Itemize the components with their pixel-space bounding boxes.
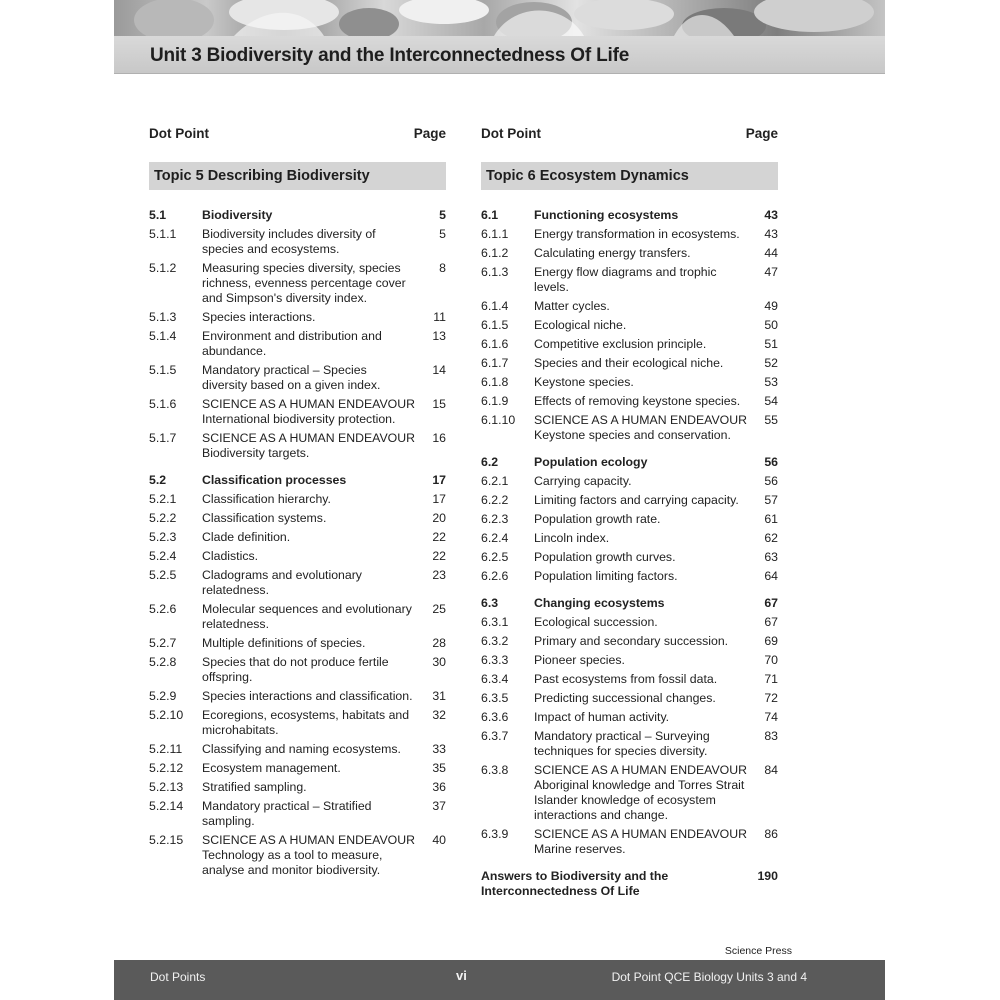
dot-point-text: Mandatory practical – Surveying techniques for species diversity. bbox=[534, 729, 710, 758]
footer-series: Dot Points bbox=[150, 970, 206, 984]
toc-entry[interactable] bbox=[481, 827, 778, 857]
dot-point-number: 6.1.4 bbox=[481, 299, 509, 313]
toc-entry[interactable] bbox=[481, 729, 778, 759]
dot-point-text: Measuring species diversity, species richness, evenness percentage cover and Simpson's diversity index. bbox=[202, 261, 406, 305]
dot-point-number: 5.1.1 bbox=[149, 227, 177, 241]
dot-point-number: 5.2.14 bbox=[149, 799, 184, 813]
dot-point-number: 6.1.3 bbox=[481, 265, 509, 279]
dot-point-number: 5.2.12 bbox=[149, 761, 184, 775]
dot-point-number: 6.3.7 bbox=[481, 729, 509, 743]
dot-point-number: 6.2 bbox=[481, 455, 499, 469]
dot-point-number: 6.2.4 bbox=[481, 531, 509, 545]
dot-point-number: 5.2.13 bbox=[149, 780, 184, 794]
dot-point-label: Dot Point bbox=[149, 126, 209, 141]
page-number-ref: 61 bbox=[764, 512, 778, 526]
page-number-ref: 11 bbox=[433, 310, 446, 324]
dot-point-text: Classification hierarchy. bbox=[202, 492, 331, 506]
toc-entry[interactable] bbox=[481, 691, 778, 706]
dot-point-text: Calculating energy transfers. bbox=[534, 246, 691, 260]
dot-point-text: Population ecology bbox=[534, 455, 648, 469]
page-number-ref: 55 bbox=[764, 413, 778, 427]
toc-entry[interactable] bbox=[481, 337, 778, 352]
dot-point-text: Past ecosystems from fossil data. bbox=[534, 672, 718, 686]
dot-point-text: SCIENCE AS A HUMAN ENDEAVOUR Marine reserves. bbox=[534, 827, 747, 856]
dot-point-text: Lincoln index. bbox=[534, 531, 610, 545]
dot-point-text: Species interactions and classification. bbox=[202, 689, 413, 703]
page-number-ref: 28 bbox=[432, 636, 446, 650]
toc-entry[interactable] bbox=[149, 602, 446, 632]
dot-point-number: 6.1.10 bbox=[481, 413, 516, 427]
toc-entry[interactable] bbox=[149, 329, 446, 359]
toc-entry[interactable] bbox=[481, 318, 778, 333]
toc-entries bbox=[481, 208, 778, 857]
page-number-ref: 40 bbox=[432, 833, 446, 847]
page-number-ref: 16 bbox=[432, 431, 446, 445]
toc-entry[interactable] bbox=[149, 636, 446, 651]
toc-entry[interactable] bbox=[481, 246, 778, 261]
toc-entry[interactable] bbox=[481, 299, 778, 314]
toc-entry[interactable] bbox=[149, 742, 446, 757]
dot-point-number: 5.1.2 bbox=[149, 261, 177, 275]
toc-entry[interactable] bbox=[149, 431, 446, 461]
dot-point-text: Energy transformation in ecosystems. bbox=[534, 227, 740, 241]
dot-point-number: 6.2.6 bbox=[481, 569, 509, 583]
dot-point-number: 5.2.8 bbox=[149, 655, 177, 669]
page-number-ref: 83 bbox=[764, 729, 778, 743]
dot-point-number: 6.1.9 bbox=[481, 394, 509, 408]
toc-section-heading[interactable] bbox=[481, 208, 778, 223]
dot-point-number: 5.2.3 bbox=[149, 530, 177, 544]
toc-entry[interactable] bbox=[481, 569, 778, 584]
dot-point-text: SCIENCE AS A HUMAN ENDEAVOUR International biodiversity protection. bbox=[202, 397, 415, 426]
toc-entry[interactable] bbox=[149, 780, 446, 795]
dot-point-number: 5.2.9 bbox=[149, 689, 177, 703]
dot-point-text: Ecological niche. bbox=[534, 318, 627, 332]
page-number-ref: 37 bbox=[432, 799, 446, 813]
dot-point-number: 5.1.6 bbox=[149, 397, 177, 411]
dot-point-text: Environment and distribution and abundance. bbox=[202, 329, 382, 358]
dot-point-text: Pioneer species. bbox=[534, 653, 625, 667]
dot-point-number: 5.2.11 bbox=[149, 742, 183, 756]
page-number-ref: 50 bbox=[764, 318, 778, 332]
page-number-ref: 51 bbox=[764, 337, 778, 351]
topic-heading: Topic 6 Ecosystem Dynamics bbox=[481, 162, 778, 190]
toc-entry[interactable] bbox=[149, 310, 446, 325]
dot-point-text: Classification processes bbox=[202, 473, 347, 487]
toc-entry[interactable] bbox=[481, 474, 778, 489]
toc-column-right bbox=[481, 126, 778, 903]
toc-entry[interactable] bbox=[149, 397, 446, 427]
page-number-ref: 43 bbox=[764, 227, 778, 241]
unit-header bbox=[114, 36, 885, 74]
dot-point-text: Predicting successional changes. bbox=[534, 691, 716, 705]
page-number-ref: 36 bbox=[432, 780, 446, 794]
page-number-ref: 8 bbox=[439, 261, 446, 275]
toc-column-left bbox=[149, 126, 446, 882]
page-number-ref: 5 bbox=[439, 227, 446, 241]
answers-text: Answers to Biodiversity and the Interconnectedness Of Life bbox=[481, 869, 669, 898]
dot-point-number: 5.2.15 bbox=[149, 833, 184, 847]
page-number-ref: 22 bbox=[432, 549, 446, 563]
toc-section-heading[interactable] bbox=[481, 455, 778, 470]
toc-section-heading[interactable] bbox=[149, 208, 446, 223]
page-number-ref: 53 bbox=[764, 375, 778, 389]
page-number-ref: 22 bbox=[432, 530, 446, 544]
dot-point-number: 6.2.1 bbox=[481, 474, 509, 488]
page-number-ref: 20 bbox=[432, 511, 446, 525]
page-number: vi bbox=[456, 968, 467, 983]
toc-entry[interactable] bbox=[481, 265, 778, 295]
dot-point-number: 6.1.7 bbox=[481, 356, 509, 370]
page-number-ref: 35 bbox=[432, 761, 446, 775]
toc-entry[interactable] bbox=[481, 550, 778, 565]
answers-entry[interactable] bbox=[481, 869, 778, 899]
page-label: Page bbox=[413, 126, 446, 141]
dot-point-number: 6.3.6 bbox=[481, 710, 509, 724]
dot-point-number: 6.3.1 bbox=[481, 615, 509, 629]
dot-point-text: SCIENCE AS A HUMAN ENDEAVOUR Biodiversity targets. bbox=[202, 431, 415, 460]
dot-point-number: 6.1.6 bbox=[481, 337, 509, 351]
toc-entry[interactable] bbox=[481, 531, 778, 546]
toc-entry[interactable] bbox=[149, 708, 446, 738]
page-number-ref: 43 bbox=[764, 208, 778, 222]
dot-point-label: Dot Point bbox=[481, 126, 541, 141]
page-number-ref: 25 bbox=[432, 602, 446, 616]
dot-point-text: Classification systems. bbox=[202, 511, 327, 525]
dot-point-text: Species that do not produce fertile offspring. bbox=[202, 655, 389, 684]
toc-entry[interactable] bbox=[149, 568, 446, 598]
dot-point-number: 6.3.3 bbox=[481, 653, 509, 667]
dot-point-text: Population limiting factors. bbox=[534, 569, 678, 583]
dot-point-number: 5.2.4 bbox=[149, 549, 177, 563]
dot-point-text: Primary and secondary succession. bbox=[534, 634, 729, 648]
toc-entry[interactable] bbox=[149, 363, 446, 393]
page-number-ref: 47 bbox=[764, 265, 778, 279]
page-number-ref: 67 bbox=[764, 596, 778, 610]
page-number-ref: 70 bbox=[764, 653, 778, 667]
page-number-ref: 15 bbox=[432, 397, 446, 411]
dot-point-text: Limiting factors and carrying capacity. bbox=[534, 493, 739, 507]
dot-point-text: SCIENCE AS A HUMAN ENDEAVOUR Aboriginal knowledge and Torres Strait Islander knowledge of ecosystem interactions and change. bbox=[534, 763, 747, 822]
page-number-ref: 44 bbox=[764, 246, 778, 260]
dot-point-number: 6.1.1 bbox=[481, 227, 509, 241]
dot-point-number: 5.2.7 bbox=[149, 636, 177, 650]
dot-point-number: 6.3.8 bbox=[481, 763, 509, 777]
toc-entry[interactable] bbox=[149, 799, 446, 829]
dot-point-number: 6.3.4 bbox=[481, 672, 509, 686]
dot-point-number: 6.2.2 bbox=[481, 493, 509, 507]
toc-entry[interactable] bbox=[149, 833, 446, 878]
dot-point-text: Cladistics. bbox=[202, 549, 259, 563]
page-label: Page bbox=[745, 126, 778, 141]
toc-entry[interactable] bbox=[481, 672, 778, 687]
toc-entry[interactable] bbox=[149, 261, 446, 306]
dot-point-number: 6.2.5 bbox=[481, 550, 509, 564]
dot-point-number: 5.2.5 bbox=[149, 568, 177, 582]
dot-point-text: Cladograms and evolutionary relatedness. bbox=[202, 568, 362, 597]
dot-point-text: Keystone species. bbox=[534, 375, 634, 389]
dot-point-text: Biodiversity bbox=[202, 208, 273, 222]
dot-point-text: Mandatory practical – Species diversity based on a given index. bbox=[202, 363, 381, 392]
dot-point-number: 5.2.2 bbox=[149, 511, 177, 525]
dot-point-text: Stratified sampling. bbox=[202, 780, 307, 794]
toc-entry[interactable] bbox=[481, 615, 778, 630]
book-page bbox=[114, 0, 885, 1000]
toc-entry[interactable] bbox=[481, 394, 778, 409]
dot-point-number: 5.1 bbox=[149, 208, 167, 222]
page-number-ref: 57 bbox=[764, 493, 778, 507]
page-footer bbox=[114, 960, 885, 1000]
page-number-ref: 5 bbox=[439, 208, 446, 222]
dot-point-text: Clade definition. bbox=[202, 530, 291, 544]
page-number-ref: 86 bbox=[764, 827, 778, 841]
page-number-ref: 31 bbox=[432, 689, 446, 703]
dot-point-number: 5.2.10 bbox=[149, 708, 184, 722]
page-number-ref: 54 bbox=[764, 394, 778, 408]
dot-point-text: Functioning ecosystems bbox=[534, 208, 679, 222]
dot-point-text: Species interactions. bbox=[202, 310, 316, 324]
dot-point-text: Species and their ecological niche. bbox=[534, 356, 724, 370]
topic-heading: Topic 5 Describing Biodiversity bbox=[149, 162, 446, 190]
dot-point-text: Impact of human activity. bbox=[534, 710, 670, 724]
page-number-ref: 67 bbox=[764, 615, 778, 629]
toc-entry[interactable] bbox=[481, 227, 778, 242]
toc-entry[interactable] bbox=[149, 511, 446, 526]
dot-point-number: 6.1.8 bbox=[481, 375, 509, 389]
dot-point-text: Carrying capacity. bbox=[534, 474, 632, 488]
footer-book-title: Dot Point QCE Biology Units 3 and 4 bbox=[611, 970, 807, 984]
column-header bbox=[481, 126, 778, 146]
page-number-ref: 64 bbox=[764, 569, 778, 583]
dot-point-text: Population growth rate. bbox=[534, 512, 661, 526]
toc-entry[interactable] bbox=[481, 653, 778, 668]
dot-point-number: 5.2.1 bbox=[149, 492, 177, 506]
toc-entry[interactable] bbox=[149, 492, 446, 507]
answers-page: 190 bbox=[757, 869, 778, 883]
page-number-ref: 63 bbox=[764, 550, 778, 564]
dot-point-number: 6.3.9 bbox=[481, 827, 509, 841]
dot-point-text: Ecosystem management. bbox=[202, 761, 341, 775]
page-number-ref: 17 bbox=[432, 492, 446, 506]
dot-point-text: Mandatory practical – Stratified sampling. bbox=[202, 799, 372, 828]
dot-point-number: 5.2 bbox=[149, 473, 167, 487]
page-number-ref: 52 bbox=[764, 356, 778, 370]
toc-section-heading[interactable] bbox=[149, 473, 446, 488]
toc-entry[interactable] bbox=[481, 763, 778, 823]
dot-point-number: 5.2.6 bbox=[149, 602, 177, 616]
page-number-ref: 84 bbox=[764, 763, 778, 777]
page-number-ref: 32 bbox=[432, 708, 446, 722]
toc-entry[interactable] bbox=[149, 227, 446, 257]
dot-point-text: Molecular sequences and evolutionary relatedness. bbox=[202, 602, 412, 631]
dot-point-text: Changing ecosystems bbox=[534, 596, 665, 610]
page-number-ref: 72 bbox=[764, 691, 778, 705]
dot-point-number: 6.1.2 bbox=[481, 246, 509, 260]
toc-entry[interactable] bbox=[481, 493, 778, 508]
toc-entry[interactable] bbox=[481, 512, 778, 527]
toc-entry[interactable] bbox=[149, 549, 446, 564]
dot-point-text: Energy flow diagrams and trophic levels. bbox=[534, 265, 717, 294]
dot-point-number: 5.1.7 bbox=[149, 431, 177, 445]
dot-point-text: Matter cycles. bbox=[534, 299, 610, 313]
page-number-ref: 13 bbox=[432, 329, 446, 343]
toc-entry[interactable] bbox=[149, 655, 446, 685]
header-photo-image bbox=[114, 0, 885, 36]
page-number-ref: 14 bbox=[432, 363, 446, 377]
dot-point-text: SCIENCE AS A HUMAN ENDEAVOUR Keystone species and conservation. bbox=[534, 413, 747, 442]
page-number-ref: 74 bbox=[764, 710, 778, 724]
page-number-ref: 56 bbox=[764, 474, 778, 488]
dot-point-number: 6.1.5 bbox=[481, 318, 509, 332]
dot-point-text: Effects of removing keystone species. bbox=[534, 394, 741, 408]
page-number-ref: 56 bbox=[764, 455, 778, 469]
toc-entry[interactable] bbox=[481, 356, 778, 371]
page-number-ref: 69 bbox=[764, 634, 778, 648]
dot-point-text: Biodiversity includes diversity of species and ecosystems. bbox=[202, 227, 376, 256]
dot-point-number: 5.1.4 bbox=[149, 329, 177, 343]
toc-entry[interactable] bbox=[481, 710, 778, 725]
toc-entries bbox=[149, 208, 446, 878]
page-number-ref: 62 bbox=[764, 531, 778, 545]
dot-point-text: Competitive exclusion principle. bbox=[534, 337, 707, 351]
dot-point-number: 5.1.5 bbox=[149, 363, 177, 377]
toc-entry[interactable] bbox=[149, 689, 446, 704]
dot-point-text: Multiple definitions of species. bbox=[202, 636, 366, 650]
toc-entry[interactable] bbox=[481, 375, 778, 390]
dot-point-number: 6.3.5 bbox=[481, 691, 509, 705]
dot-point-text: Ecoregions, ecosystems, habitats and microhabitats. bbox=[202, 708, 410, 737]
dot-point-number: 6.1 bbox=[481, 208, 499, 222]
publisher-name: Science Press bbox=[724, 945, 792, 957]
dot-point-number: 5.1.3 bbox=[149, 310, 177, 324]
toc-entry[interactable] bbox=[149, 530, 446, 545]
unit-title: Unit 3 Biodiversity and the Interconnectedness Of Life bbox=[150, 45, 630, 66]
dot-point-number: 6.3 bbox=[481, 596, 499, 610]
dot-point-text: SCIENCE AS A HUMAN ENDEAVOUR Technology as a tool to measure, analyse and monitor biodiversity. bbox=[202, 833, 415, 877]
page-number-ref: 23 bbox=[432, 568, 446, 582]
dot-point-number: 6.2.3 bbox=[481, 512, 509, 526]
dot-point-text: Population growth curves. bbox=[534, 550, 676, 564]
page-number-ref: 71 bbox=[764, 672, 778, 686]
toc-entry[interactable] bbox=[481, 634, 778, 649]
page-number-ref: 49 bbox=[764, 299, 778, 313]
dot-point-number: 6.3.2 bbox=[481, 634, 509, 648]
toc-section-heading[interactable] bbox=[481, 596, 778, 611]
page-number-ref: 33 bbox=[432, 742, 446, 756]
page-number-ref: 30 bbox=[432, 655, 446, 669]
dot-point-text: Classifying and naming ecosystems. bbox=[202, 742, 401, 756]
page-number-ref: 17 bbox=[432, 473, 446, 487]
toc-entry[interactable] bbox=[481, 413, 778, 443]
dot-point-text: Ecological succession. bbox=[534, 615, 658, 629]
toc-entry[interactable] bbox=[149, 761, 446, 776]
column-header bbox=[149, 126, 446, 146]
